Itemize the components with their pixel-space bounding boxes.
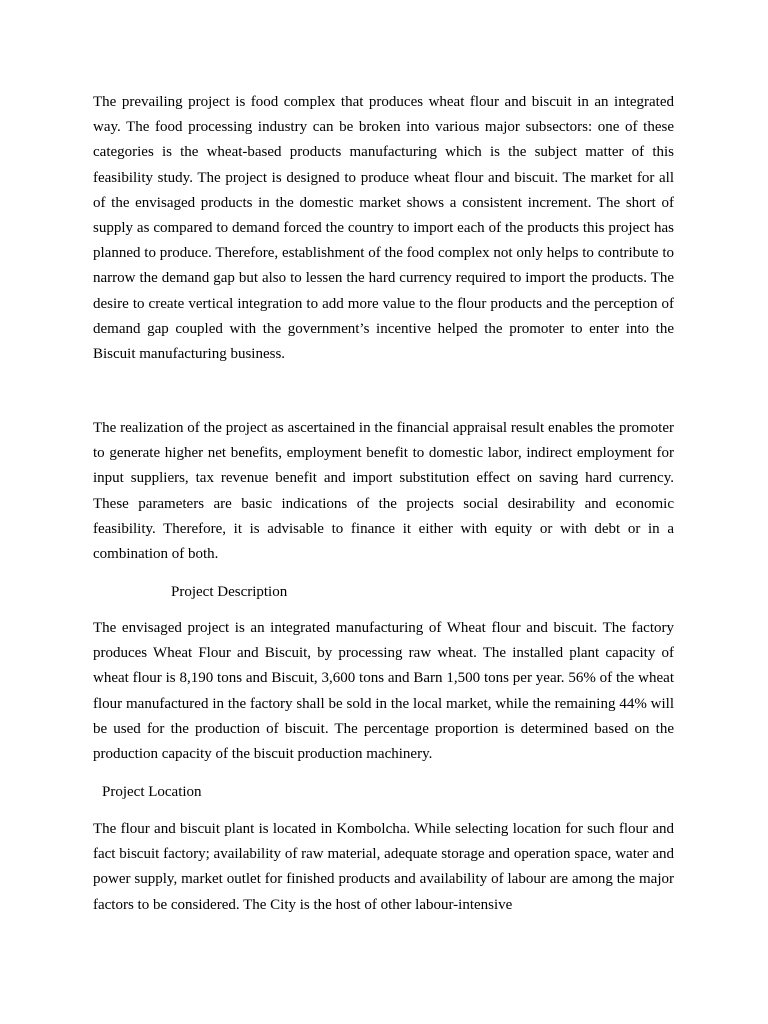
project-location-heading: Project Location xyxy=(102,784,202,800)
feasibility-paragraph: The realization of the project as ascertained in the financial appraisal result enables the promoter to generate higher net benefits, employment benefit to domestic labor, indirect employment for input suppliers, tax revenue benefit and import substitution effect on saving hard currency. These parameters are basic indications of the projects social desirability and economic feasibility. Therefore, it is advisable to finance it either with equity or with debt or in a combination of both. xyxy=(93,420,674,563)
project-location-paragraph: The flour and biscuit plant is located in Kombolcha. While selecting location for such flour and fact biscuit factory; availability of raw material, adequate storage and operation space, water and power supply, market outlet for finished products and availability of labour are among the major factors to be considered. The City is the host of other labour-intensive xyxy=(93,821,674,913)
intro-paragraph: The prevailing project is food complex that produces wheat flour and biscuit in an integrated way. The food processing industry can be broken into various major subsectors: one of these categories is the wheat-based products manufacturing which is the subject matter of this feasibility study. The project is designed to produce wheat flour and biscuit. The market for all of the envisaged products in the domestic market shows a consistent increment. The short of supply as compared to demand forced the country to import each of the products this project has planned to produce. Therefore, establishment of the food complex not only helps to contribute to narrow the demand gap but also to lessen the hard currency required to import the products. The desire to create vertical integration to add more value to the flour products and the perception of demand gap coupled with the government’s incentive helped the promoter to enter into the Biscuit manufacturing business. xyxy=(93,94,674,363)
project-description-heading: Project Description xyxy=(171,584,288,600)
project-description-paragraph: The envisaged project is an integrated manufacturing of Wheat flour and biscuit. The factory produces Wheat Flour and Biscuit, by processing raw wheat. The installed plant capacity of wheat flour is 8,190 tons and Biscuit, 3,600 tons and Barn 1,500 tons per year. 56% of the wheat flour manufactured in the factory shall be sold in the local market, while the remaining 44% will be used for the production of biscuit. The percentage proportion is determined based on the production capacity of the biscuit production machinery. xyxy=(93,620,674,763)
